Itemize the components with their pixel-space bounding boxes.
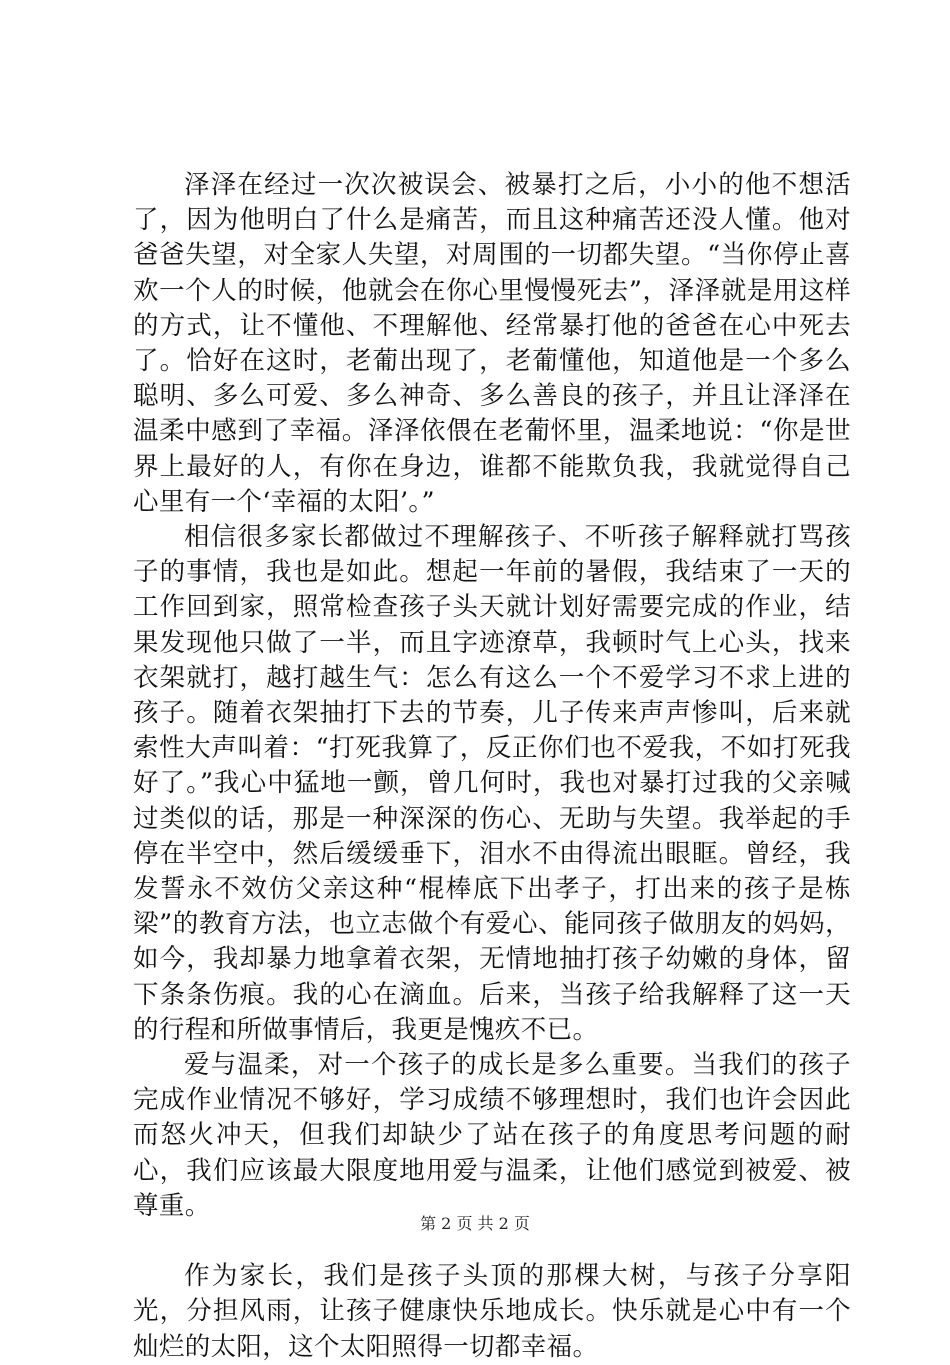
paragraph-4: 作为家长，我们是孩子头顶的那棵大树，与孩子分享阳光，分担风雨，让孩子健康快乐地成长。快乐就是心中有一个灿烂的太阳，这个太阳照得一切都幸福。 — [133, 1261, 851, 1362]
paragraph-2: 相信很多家长都做过不理解孩子、不听孩子解释就打骂孩子的事情，我也是如此。想起一年前的暑假，我结束了一天的工作回到家，照常检查孩子头天就计划好需要完成的作业，结果发现他只做了一半，而且字迹潦草，我顿时气上心头，找来衣架就打，越打越生气：怎么有这么一个不爱学习不求上进的孩子。随着衣架抽打下去的节奏，儿子传来声声惨叫，后来就索性大声叫着：“打死我算了，反正你们也不爱我，不如打死我好了。”我心中猛地一颤，曾几何时，我也对暴打过我的父亲喊过类似的话，那是一种深深的伤心、无助与失望。我举起的手停在半空中，然后缓缓垂下，泪水不由得流出眼眶。曾经，我发誓永不效仿父亲这种“棍棒底下出孝子，打出来的孩子是栋梁”的教育方法，也立志做个有爱心、能同孩子做朋友的妈妈，如今，我却暴力地拿着衣架，无情地抽打孩子幼嫩的身体，留下条条伤痕。我的心在滴血。后来，当孩子给我解释了这一天的行程和所做事情后，我更是愧疚不已。 — [133, 522, 851, 1045]
paragraph-1: 泽泽在经过一次次被误会、被暴打之后，小小的他不想活了，因为他明白了什么是痛苦，而且这种痛苦还没人懂。他对爸爸失望，对全家人失望，对周围的一切都失望。“当你停止喜欢一个人的时候，他就会在你心里慢慢死去”，泽泽就是用这样的方式，让不懂他、不理解他、经常暴打他的爸爸在心中死去了。恰好在这时，老葡出现了，老葡懂他，知道他是一个多么聪明、多么可爱、多么神奇、多么善良的孩子，并且让泽泽在温柔中感到了幸福。泽泽依偎在老葡怀里，温柔地说：“你是世界上最好的人，有你在身边，谁都不能欺负我，我就觉得自己心里有一个‘幸福的太阳’。” — [133, 170, 851, 517]
paragraph-3: 爱与温柔，对一个孩子的成长是多么重要。当我们的孩子完成作业情况不够好，学习成绩不够理想时，我们也许会因此而怒火冲天，但我们却缺少了站在孩子的角度思考问题的耐心，我们应该最大限度地用爱与温柔，让他们感觉到被爱、被尊重。 — [133, 1050, 851, 1221]
document-body — [133, 168, 851, 1365]
page-number-footer: 第 2 页 共 2 页 — [420, 1214, 530, 1233]
